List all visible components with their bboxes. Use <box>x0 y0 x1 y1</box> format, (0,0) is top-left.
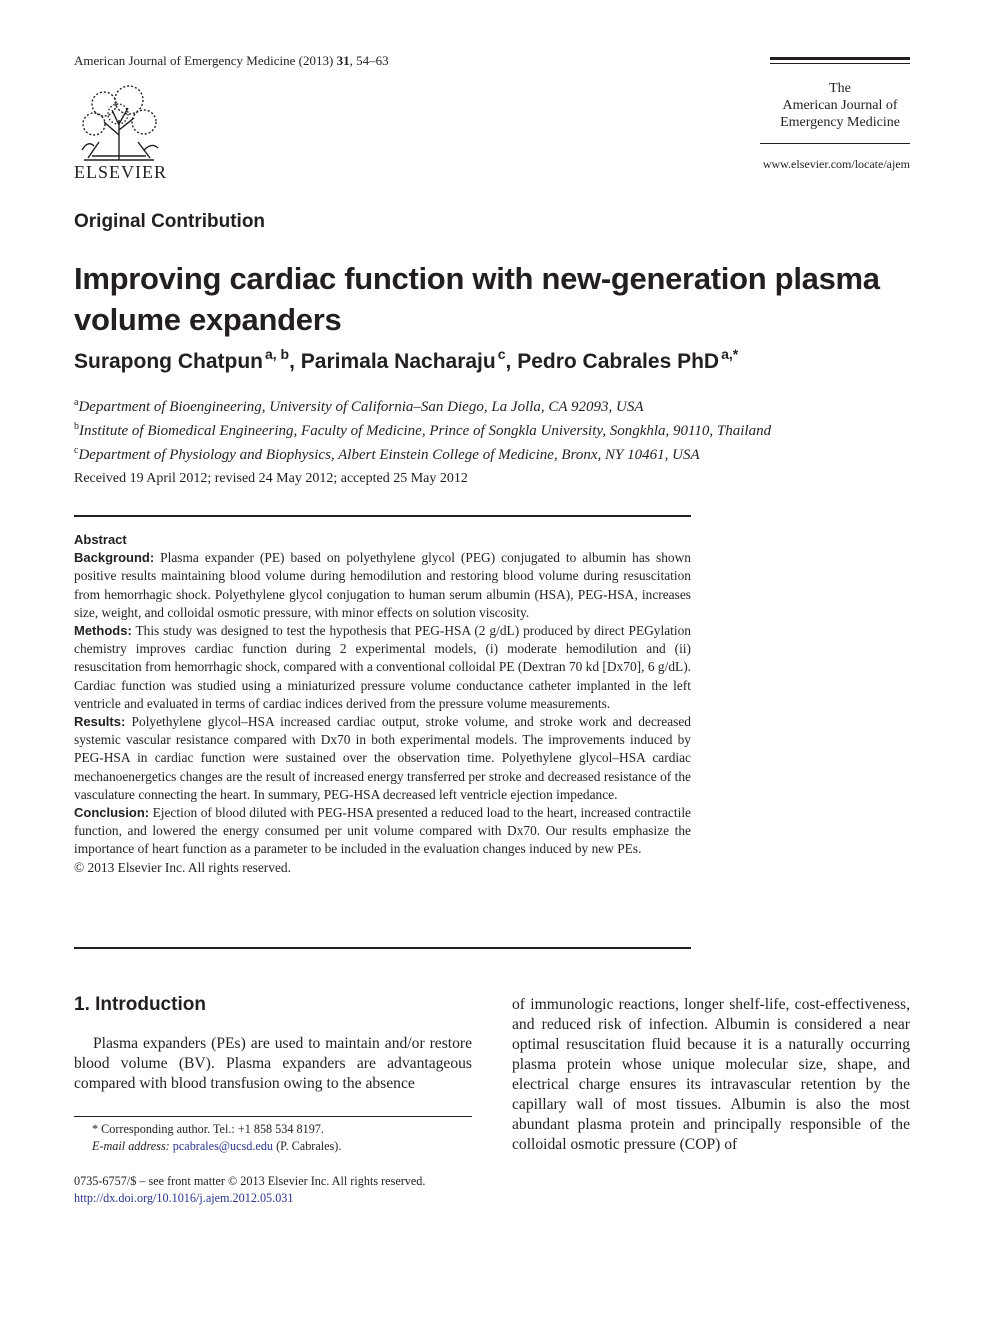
front-matter-text: 0735-6757/$ – see front matter © 2013 Elsevier Inc. All rights reserved. <box>74 1174 426 1188</box>
email-note: E-mail address: pcabrales@ucsd.edu (P. Cabrales). <box>92 1139 342 1153</box>
article-section-label: Original Contribution <box>74 211 266 232</box>
doi-link[interactable]: http://dx.doi.org/10.1016/j.ajem.2012.05.031 <box>74 1191 294 1205</box>
journal-rule-top <box>770 57 910 60</box>
article-title: Improving cardiac function with new-generation plasma volume expanders <box>74 261 880 337</box>
author-affiliation-mark: a, b <box>264 346 290 362</box>
author-list <box>74 346 738 374</box>
journal-name-line: Emergency Medicine <box>780 115 900 130</box>
journal-rule-top-thin <box>770 63 910 64</box>
intro-right-column <box>512 995 910 1155</box>
footnote <box>74 1121 494 1155</box>
affiliation: $^b$Institute of Biomedical Engineering, Faculty of Medicine, Prince of Songkla University, Songkhla, 90110, Thailand <box>74 421 772 439</box>
abstract-rule-top <box>74 515 691 517</box>
publisher-logo-text: ELSEVIER <box>74 162 167 182</box>
journal-name-line: American Journal of <box>782 98 898 113</box>
citation-prefix: American Journal of Emergency Medicine (2013) <box>74 53 334 68</box>
abstract-background: Background: Plasma expander (PE) based on polyethylene glycol (PEG) conjugated to albumin has shown positive results maintaining blood volume during hemodilution and restoring blood volume during resuscitation from hemorrhagic shock. Polyethylene glycol conjugation to human serum albumin (HSA), PEG-HSA, increases size, weight, and colloidal osmotic pressure, with minor effects on solution viscosity. <box>74 550 691 620</box>
abstract-results: Results: Polyethylene glycol–HSA increased cardiac output, stroke volume, and stroke work and decreased systemic vascular resistance compared with Dx70 in both experimental models. The improvements induced by PEG-HSA in cardiac function were sustained over the observation time. Polyethylene glycol–HSA cardiac mechanoenergetics changes are the result of increased energy transferred per stroke and decreased resistance of the vasculature connecting the heart. In summary, PEG-HSA decreased left ventricle ejection impedance. <box>74 714 691 802</box>
email-link[interactable]: pcabrales@ucsd.edu <box>172 1139 274 1153</box>
citation-pages: , 54–63 <box>349 53 389 68</box>
section-heading-introduction: 1. Introduction <box>74 994 206 1015</box>
abstract-copyright: © 2013 Elsevier Inc. All rights reserved. <box>74 859 291 875</box>
intro-paragraph: of immunologic reactions, longer shelf-life, cost-effectiveness, and reduced risk of infection. Albumin is considered a near optimal resuscitation fluid because it is a naturally occurring plasma protein whose unique molecular size, shape, and electrical charge ensures its intravascular retention by the capillary wall of most tissues. Albumin is also the most abundant plasma protein and principally responsible of the colloidal osmotic pressure (COP) of <box>512 996 910 1153</box>
journal-name-line: The <box>829 81 851 96</box>
corresponding-author-note: * Corresponding author. Tel.: +1 858 534 8197. <box>92 1122 324 1136</box>
received-dates: Received 19 April 2012; revised 24 May 2012; accepted 25 May 2012 <box>74 471 468 486</box>
abstract-rule-bottom <box>74 947 691 949</box>
intro-left-column <box>74 1034 472 1094</box>
journal-url-link[interactable]: www.elsevier.com/locate/ajem <box>762 157 910 171</box>
author: Pedro Cabrales PhD $^{a,*}$ <box>517 346 739 373</box>
journal-name <box>760 80 920 131</box>
author-affiliation-mark: a,* <box>721 346 739 362</box>
author-affiliation-mark: c <box>497 346 506 362</box>
affiliation: $^a$Department of Bioengineering, University of California–San Diego, La Jolla, CA 92093, USA <box>74 397 644 415</box>
journal-rule-bottom <box>760 143 910 144</box>
affiliation: $^c$Department of Physiology and Biophysics, Albert Einstein College of Medicine, Bronx, NY 10461, USA <box>74 445 700 463</box>
abstract-heading: Abstract <box>74 532 127 547</box>
abstract-methods: Methods: This study was designed to test the hypothesis that PEG-HSA (2 g/dL) produced by direct PEGylation chemistry improves cardiac function during 2 experimental models, (i) moderate hemodilution and (ii) resuscitation from hemorrhagic shock, compared with a conventional colloidal PE (Dextran 70 kd [Dx70], 6 g/dL). Cardiac function was studied using a miniaturized pressure volume conductance catheter implanted in the left ventricle and evaluated in terms of cardiac indices derived from the pressure volume measurements. <box>74 623 691 711</box>
author: Parimala Nacharaju $^c$, <box>300 346 518 373</box>
front-matter <box>74 1173 494 1207</box>
citation-volume: 31 <box>336 53 350 68</box>
journal-citation <box>74 53 389 69</box>
abstract <box>74 531 691 877</box>
intro-paragraph: Plasma expanders (PEs) are used to maintain and/or restore blood volume (BV). Plasma expanders are advantageous compared with blood transfusion owing to the absence <box>74 1035 472 1092</box>
footnote-rule <box>74 1116 472 1117</box>
affiliation-list <box>74 393 934 465</box>
author: Surapong Chatpun $^{a, b}$, <box>74 346 301 373</box>
elsevier-tree-logo-icon <box>74 80 164 162</box>
abstract-conclusion: Conclusion: Ejection of blood diluted with PEG-HSA presented a reduced load to the heart, increased contractile function, and lowered the energy consumed per unit volume compared with Dx70. Our results emphasize the importance of heart function as a parameter to be included in the evaluation changes induced by new PEs. <box>74 805 691 857</box>
